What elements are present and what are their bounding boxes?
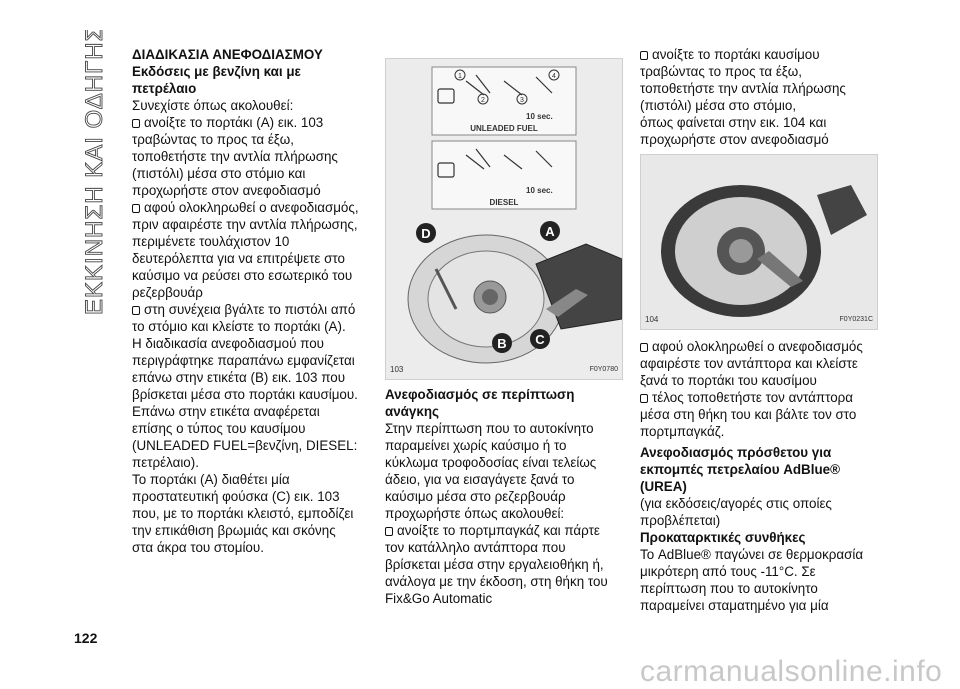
bullet-remove-nozzle: στη συνέχεια βγάλτε το πιστόλι από το στόμιο και κλείστε το πορτάκι (A).	[132, 302, 356, 334]
checkbox-bullet-icon	[132, 204, 140, 213]
figure-103-code: F0Y0780	[589, 366, 618, 373]
bullet-open-trunk: ανοίξτε το πορτμπαγκάζ και πάρτε τον κατάλληλο αντάπτορα που βρίσκεται μέσα στην εργαλειοθήκη ή, ανάλογα με την έκδοση, στη θήκη του Fix&Go Automatic	[385, 523, 608, 606]
heading-refueling: ΔΙΑΔΙΚΑΣΙΑ ΑΝΕΦΟΔΙΑΣΜΟΥ Εκδόσεις με βενζίνη και με πετρέλαιο	[132, 47, 323, 96]
bullet-store-adapter: τέλος τοποθετήστε τον αντάπτορα μέσα στη θήκη του και βάλτε τον στο πορτμπαγκάζ.	[640, 390, 857, 439]
column-3-lower	[640, 338, 876, 614]
timer-text-unleaded: 10 sec.	[526, 112, 553, 121]
figure-103	[385, 58, 623, 380]
column-3	[640, 46, 876, 148]
checkbox-bullet-icon	[132, 119, 140, 128]
checkbox-bullet-icon	[385, 527, 393, 536]
heading-adblue: Ανεφοδιασμός πρόσθετου για εκπομπές πετρελαίου AdBlue® (UREA)	[640, 445, 840, 494]
svg-text:2: 2	[481, 97, 485, 104]
figure-104	[640, 154, 878, 330]
page-number: 122	[74, 630, 98, 646]
figure-104-code: F0Y0231C	[839, 316, 873, 323]
intro-text: Συνεχίστε όπως ακολουθεί:	[132, 98, 294, 113]
timer-text-diesel: 10 sec.	[526, 186, 553, 195]
figure-103-illustration	[386, 59, 622, 379]
svg-text:4: 4	[552, 73, 556, 80]
paragraph-adblue-versions: (για εκδόσεις/αγορές στις οποίες προβλέπεται)	[640, 496, 832, 528]
svg-text:A: A	[545, 224, 555, 239]
checkbox-bullet-icon	[640, 394, 648, 403]
bullet-remove-adapter: αφού ολοκληρωθεί ο ανεφοδιασμός αφαιρέστε τον αντάπτορα και κλείστε ξανά το πορτάκι του καυσίμου	[640, 339, 863, 388]
bullet-open-fuel-door: ανοίξτε το πορτάκι καυσίμου τραβώντας το προς τα έξω, τοποθετήστε την αντλία πλήρωσης (πιστόλι) μέσα στο στόμιο, όπως φαίνεται στην εικ. 104 και προχωρήστε στον ανεφοδιασμό	[640, 47, 846, 147]
svg-text:B: B	[497, 336, 507, 351]
checkbox-bullet-icon	[132, 306, 140, 315]
svg-text:3: 3	[520, 97, 524, 104]
figure-104-illustration	[641, 155, 877, 329]
heading-emergency-refuel: Ανεφοδιασμός σε περίπτωση ανάγκης	[385, 387, 575, 419]
svg-text:D: D	[421, 226, 431, 241]
figure-103-number: 103	[390, 365, 404, 374]
section-side-title	[76, 30, 112, 320]
column-1	[132, 46, 370, 556]
svg-text:1: 1	[458, 73, 462, 80]
paragraph-protective-bubble: Το πορτάκι (A) διαθέτει μία προστατευτική φούσκα (C) εικ. 103 που, με το πορτάκι κλειστό, εμποδίζει την επικάθιση βρωμιάς και σκόνης στα άκρα του στομίου.	[132, 472, 354, 555]
unleaded-fuel-label: UNLEADED FUEL	[470, 124, 538, 133]
watermark: carmanualsonline.info	[640, 655, 943, 688]
diesel-label: DIESEL	[489, 198, 519, 207]
checkbox-bullet-icon	[640, 51, 648, 60]
bullet-wait: αφού ολοκληρωθεί ο ανεφοδιασμός, πριν αφαιρέστε την αντλία πλήρωσης, περιμένετε τουλάχιστον 10 δευτερόλεπτα για να επιτρέψετε στο καύσιμο να ρεύσει στο εσωτερικό του ρεζερβουάρ	[132, 200, 359, 300]
bullet-open-door: ανοίξτε το πορτάκι (A) εικ. 103 τραβώντας το προς τα έξω, τοποθετήστε την αντλία πλήρωσης (πιστόλι) μέσα στο στόμιο και προχωρήστε στον ανεφοδιασμό	[132, 115, 338, 198]
paragraph-label: Η διαδικασία ανεφοδιασμού που περιγράφτηκε παραπάνω εμφανίζεται επάνω στην ετικέτα (B) εικ. 103 που βρίσκεται μέσα στο πορτάκι καυσίμου. Επάνω στην ετικέτα αναφέρεται επίσης ο τύπος του καυσίμου (UNLEADED FUEL=βενζίνη, DIESEL: πετρέλαιο).	[132, 336, 358, 470]
paragraph-adblue-freezing: Το AdBlue® παγώνει σε θερμοκρασία μικρότερη από τους -11°C. Σε περίπτωση που το αυτοκίνητο παραμείνει σταματημένο για μία	[640, 547, 864, 613]
svg-text:C: C	[535, 332, 545, 347]
column-2	[385, 386, 621, 607]
section-side-title-text: ΕΚΚΙΝΗΣΗ ΚΑΙ ΟΔΗΓΗΣΗ	[81, 30, 108, 315]
checkbox-bullet-icon	[640, 343, 648, 352]
figure-104-number: 104	[645, 315, 659, 324]
heading-preconditions: Προκαταρκτικές συνθήκες	[640, 530, 806, 545]
paragraph-emergency: Στην περίπτωση που το αυτοκίνητο παραμείνει χωρίς καύσιμο ή το κύκλωμα τροφοδοσίας είναι τελείως άδειο, για να εισαγάγετε ξανά το καύσιμο μέσα στο ρεζερβουάρ προχωρήστε όπως ακολουθεί:	[385, 421, 597, 521]
